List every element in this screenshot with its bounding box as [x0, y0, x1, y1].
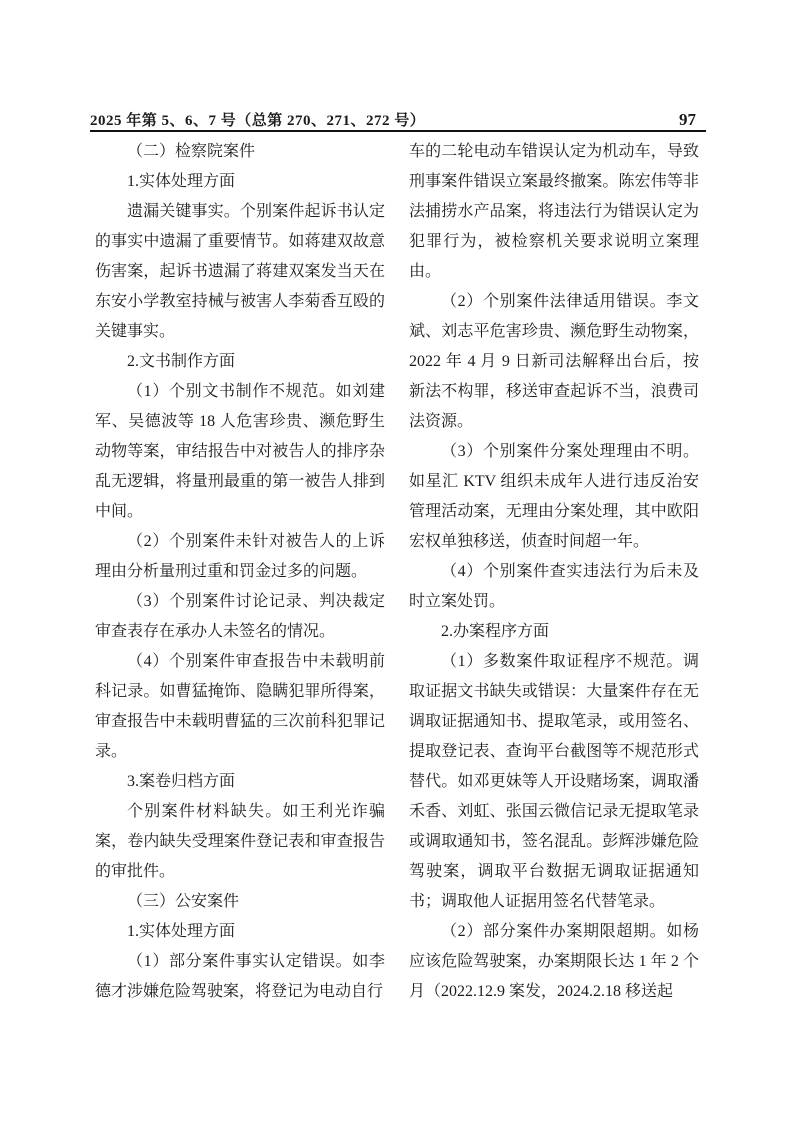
section-heading: 3.案卷归档方面	[127, 773, 236, 790]
paragraph: （1）个别文书制作不规范。如刘建军、吴德波等 18 人危害珍贵、濒危野生动物等案，审结报告中对被告人的排序杂乱无逻辑，将量刑最重的第一被告人排到中间。	[95, 383, 385, 520]
paragraph: （2）部分案件办案期限超期。如杨应该危险驾驶案，办案期限长达 1 年 2 个月（2022.12.9 案发，2024.2.18 移送起	[409, 923, 699, 1000]
paragraph: （2）个别案件法律适用错误。李文斌、刘志平危害珍贵、濒危野生动物案，2022 年 4 月 9 日新司法解释出台后，按新法不构罪，移送审查起诉不当，浪费司法资源。	[409, 293, 699, 430]
page-header	[90, 106, 706, 130]
paragraph: （1）多数案件取证程序不规范。调取证据文书缺失或错误：大量案件存在无调取证据通知书、提取笔录，或用签名、提取登记表、查询平台截图等不规范形式替代。如邓更妹等人开设赌场案，调取潘禾香、刘虹、张国云微信记录无提取笔录或调取通知书，签名混乱。彭辉涉嫌危险驾驶案，调取平台数据无调取证据通知书；调取他人证据用签名代替笔录。	[409, 653, 699, 910]
paragraph: 车的二轮电动车错误认定为机动车，导致刑事案件错误立案最终撤案。陈宏伟等非法捕捞水产品案，将违法行为错误认定为犯罪行为，被检察机关要求说明立案理由。	[409, 143, 699, 280]
content-columns	[95, 137, 699, 1012]
paragraph: （3）个别案件分案处理理由不明。如星汇 KTV 组织未成年人进行违反治安管理活动案，无理由分案处理，其中欧阳宏权单独移送，侦查时间超一年。	[409, 443, 699, 550]
section-heading: （二）检察院案件	[127, 143, 256, 160]
column-right	[409, 137, 699, 1012]
section-heading: 1.实体处理方面	[127, 923, 236, 940]
section-heading: 2.办案程序方面	[441, 623, 550, 640]
section-heading: 1.实体处理方面	[127, 173, 236, 190]
column-left	[95, 137, 385, 1012]
paragraph: （3）个别案件讨论记录、判决裁定审查表存在承办人未签名的情况。	[95, 593, 385, 640]
paragraph: （2）个别案件未针对被告人的上诉理由分析量刑过重和罚金过多的问题。	[95, 533, 385, 580]
paragraph: （4）个别案件审查报告中未载明前科记录。如曹猛掩饰、隐瞒犯罪所得案，审查报告中未载明曹猛的三次前科犯罪记录。	[95, 653, 385, 760]
paragraph: （4）个别案件查实违法行为后未及时立案处罚。	[409, 563, 699, 610]
section-heading: 2.文书制作方面	[127, 353, 236, 370]
section-heading: （三）公安案件	[127, 893, 240, 910]
paragraph: 遗漏关键事实。个别案件起诉书认定的事实中遗漏了重要情节。如蒋建双故意伤害案，起诉书遗漏了蒋建双案发当天在东安小学教室持械与被害人李菊香互殴的关键事实。	[95, 203, 385, 340]
header-rule	[90, 130, 706, 132]
paragraph: （1）部分案件事实认定错误。如李德才涉嫌危险驾驶案，将登记为电动自行	[95, 953, 385, 1000]
header-page-number: 97	[679, 110, 696, 129]
header-issue-info: 2025 年第 5、6、7 号（总第 270、271、272 号）	[90, 113, 426, 129]
paragraph: 个别案件材料缺失。如王利光诈骗案，卷内缺失受理案件登记表和审查报告的审批件。	[95, 803, 385, 880]
